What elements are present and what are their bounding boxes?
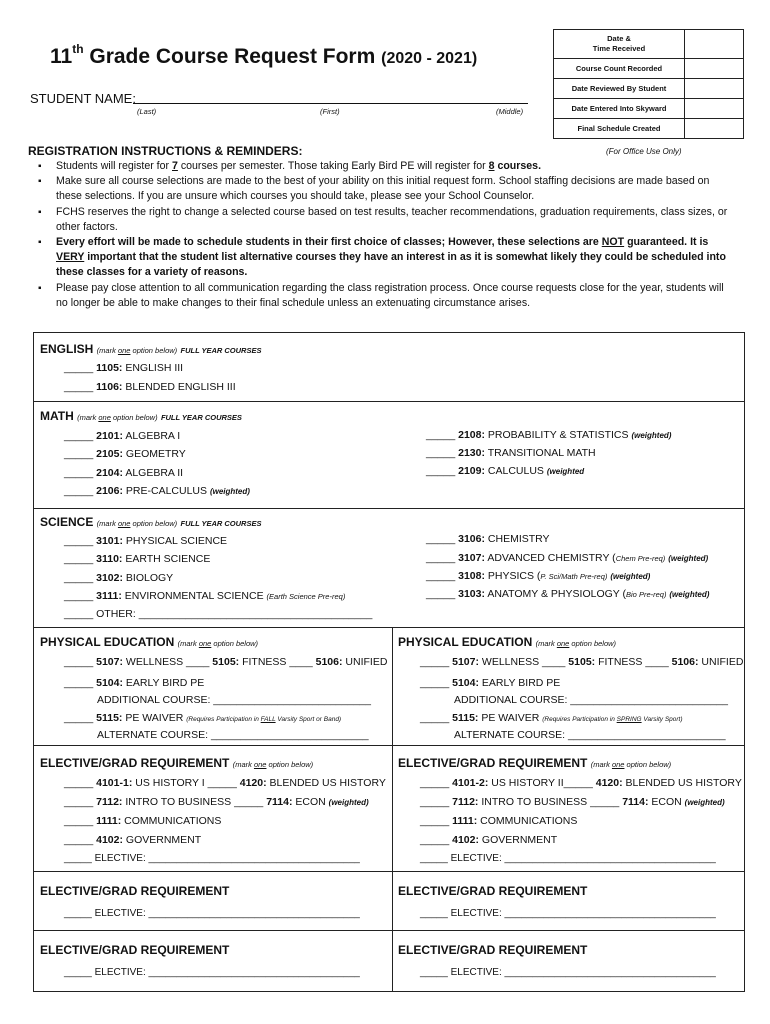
student-name-label: STUDENT NAME: [30, 91, 136, 106]
office-row-value[interactable] [685, 59, 744, 79]
section-math: MATH (mark one option below) FULL YEAR COURSES [40, 409, 242, 423]
course-option[interactable]: _____ 1111: COMMUNICATIONS [420, 815, 578, 827]
section-pe-spring: PHYSICAL EDUCATION (mark one option below) [398, 635, 617, 649]
section-elective-3-spring: ELECTIVE/GRAD REQUIREMENT [398, 943, 588, 957]
course-option[interactable]: _____ 2130: TRANSITIONAL MATH [426, 447, 596, 459]
office-row-label: Final Schedule Created [554, 119, 685, 139]
office-note: (For Office Use Only) [606, 147, 682, 156]
additional-course-field[interactable]: ADDITIONAL COURSE: ___________________________ [97, 694, 371, 706]
elective-field[interactable]: _____ ELECTIVE: ______________________________________ [420, 908, 716, 919]
section-elective-2-spring: ELECTIVE/GRAD REQUIREMENT [398, 884, 588, 898]
course-option[interactable]: _____ 2101: ALGEBRA I [64, 430, 181, 442]
course-option[interactable]: _____ 5107: WELLNESS ____ 5105: FITNESS ____ 5106: UNIFIED [64, 656, 388, 668]
section-elective-1-spring: ELECTIVE/GRAD REQUIREMENT (mark one option below) [398, 756, 672, 770]
course-option[interactable]: _____ 3107: ADVANCED CHEMISTRY (Chem Pre-req) (weighted) [426, 552, 709, 564]
list-item: ▪ Make sure all course selections are made to the best of your ability on this initial request form. School staffing decisions are made based on these selections. If you are unsure which courses you should take, please see your School Counselor. [38, 174, 738, 204]
student-name-field[interactable] [133, 103, 528, 104]
office-row-value[interactable] [685, 119, 744, 139]
section-science: SCIENCE (mark one option below) FULL YEAR COURSES [40, 515, 262, 529]
divider [34, 871, 744, 872]
title-sup: th [72, 42, 84, 56]
course-option[interactable]: _____ 3106: CHEMISTRY [426, 533, 550, 545]
course-option[interactable]: _____ 1105: ENGLISH III [64, 362, 184, 374]
course-option[interactable]: _____ 5104: EARLY BIRD PE [64, 677, 205, 689]
course-option[interactable]: _____ 7112: INTRO TO BUSINESS _____ 7114: ECON (weighted) [420, 796, 725, 808]
sub-last: (Last) [137, 107, 157, 116]
section-elective-2-fall: ELECTIVE/GRAD REQUIREMENT [40, 884, 230, 898]
page-title [50, 44, 477, 69]
office-use-table [553, 29, 744, 139]
elective-field[interactable]: _____ ELECTIVE: ______________________________________ [64, 853, 360, 864]
course-option[interactable]: _____ 4101-2: US HISTORY II_____ 4120: BLENDED US HISTORY [420, 777, 742, 789]
course-option[interactable]: _____ 3103: ANATOMY & PHYSIOLOGY (Bio Pre-req) (weighted) [426, 588, 710, 600]
office-row-value[interactable] [685, 30, 744, 59]
sub-middle: (Middle) [496, 107, 524, 116]
office-row-value[interactable] [685, 99, 744, 119]
section-pe-fall: PHYSICAL EDUCATION (mark one option below) [40, 635, 259, 649]
course-option[interactable]: _____ 4101-1: US HISTORY I _____ 4120: BLENDED US HISTORY [64, 777, 386, 789]
course-option[interactable]: _____ 5115: PE WAIVER (Requires Participation in SPRING Varsity Sport) [420, 712, 683, 724]
course-option[interactable]: _____ 2104: ALGEBRA II [64, 467, 184, 479]
list-item: ▪ FCHS reserves the right to change a selected course based on test results, teacher recommendations, graduation requirements, class sizes, or other factors. [38, 205, 738, 235]
office-row-value[interactable] [685, 79, 744, 99]
course-option[interactable]: _____ 2106: PRE-CALCULUS (weighted) [64, 485, 250, 497]
divider [34, 745, 744, 746]
divider [34, 627, 744, 628]
title-year: (2020 - 2021) [381, 50, 478, 67]
list-item: ▪ Students will register for 7 courses per semester. Those taking Early Bird PE will register for 8 courses. [38, 159, 738, 174]
office-row-label: Date Entered Into Skyward [554, 99, 685, 119]
course-option[interactable]: _____ OTHER: ________________________________________ [64, 608, 373, 620]
alternate-course-field[interactable]: ALTERNATE COURSE: ___________________________ [97, 729, 369, 741]
course-option[interactable]: _____ 2109: CALCULUS (weighted [426, 465, 585, 477]
course-grid [33, 332, 745, 992]
section-english: ENGLISH (mark one option below) FULL YEAR COURSES [40, 342, 262, 356]
list-item: ▪ Every effort will be made to schedule students in their first choice of classes; However, these selections are NOT guaranteed. It is VERY important that the student list alternative courses they have an interest in as it is somewhat likely they could be scheduled into these classes for a variety of reasons. [38, 235, 738, 281]
divider [34, 508, 744, 509]
course-option[interactable]: _____ 1111: COMMUNICATIONS [64, 815, 222, 827]
course-option[interactable]: _____ 3110: EARTH SCIENCE [64, 553, 211, 565]
course-option[interactable]: _____ 7112: INTRO TO BUSINESS _____ 7114: ECON (weighted) [64, 796, 369, 808]
course-option[interactable]: _____ 5104: EARLY BIRD PE [420, 677, 561, 689]
office-row-label: Date Reviewed By Student [554, 79, 685, 99]
section-elective-3-fall: ELECTIVE/GRAD REQUIREMENT [40, 943, 230, 957]
course-option[interactable]: _____ 3102: BIOLOGY [64, 572, 174, 584]
alternate-course-field[interactable]: ALTERNATE COURSE: ___________________________ [454, 729, 726, 741]
divider [34, 930, 744, 931]
additional-course-field[interactable]: ADDITIONAL COURSE: ___________________________ [454, 694, 728, 706]
course-option[interactable]: _____ 2108: PROBABILITY & STATISTICS (weighted) [426, 429, 672, 441]
column-divider [392, 627, 393, 991]
title-text-2: Grade Course Request Form [83, 45, 382, 68]
list-item: ▪ Please pay close attention to all communication regarding the class registration process. Once course requests close for the year, students will no longer be able to make changes to their final schedule unless an extenuating circumstance arises. [38, 281, 738, 311]
course-option[interactable]: _____ 3108: PHYSICS (P. Sci/Math Pre-req) (weighted) [426, 570, 651, 582]
office-row-label: Course Count Recorded [554, 59, 685, 79]
elective-field[interactable]: _____ ELECTIVE: ______________________________________ [64, 967, 360, 978]
sub-first: (First) [320, 107, 340, 116]
course-option[interactable]: _____ 3101: PHYSICAL SCIENCE [64, 535, 228, 547]
instructions-list [38, 159, 738, 311]
elective-field[interactable]: _____ ELECTIVE: ______________________________________ [420, 967, 716, 978]
title-text: 11 [50, 45, 73, 68]
elective-field[interactable]: _____ ELECTIVE: ______________________________________ [64, 908, 360, 919]
divider [34, 401, 744, 402]
course-option[interactable]: _____ 4102: GOVERNMENT [420, 834, 558, 846]
course-option[interactable]: _____ 2105: GEOMETRY [64, 448, 186, 460]
office-row-label: Date & Time Received [554, 30, 685, 59]
course-option[interactable]: _____ 1106: BLENDED ENGLISH III [64, 381, 236, 393]
section-elective-1-fall: ELECTIVE/GRAD REQUIREMENT (mark one option below) [40, 756, 314, 770]
course-option[interactable]: _____ 5107: WELLNESS ____ 5105: FITNESS ____ 5106: UNIFIED [420, 656, 744, 668]
course-option[interactable]: _____ 3111: ENVIRONMENTAL SCIENCE (Earth Science Pre-req) [64, 590, 346, 602]
course-option[interactable]: _____ 4102: GOVERNMENT [64, 834, 202, 846]
instructions-heading: REGISTRATION INSTRUCTIONS & REMINDERS: [28, 144, 303, 158]
elective-field[interactable]: _____ ELECTIVE: ______________________________________ [420, 853, 716, 864]
course-option[interactable]: _____ 5115: PE WAIVER (Requires Participation in FALL Varsity Sport or Band) [64, 712, 342, 724]
